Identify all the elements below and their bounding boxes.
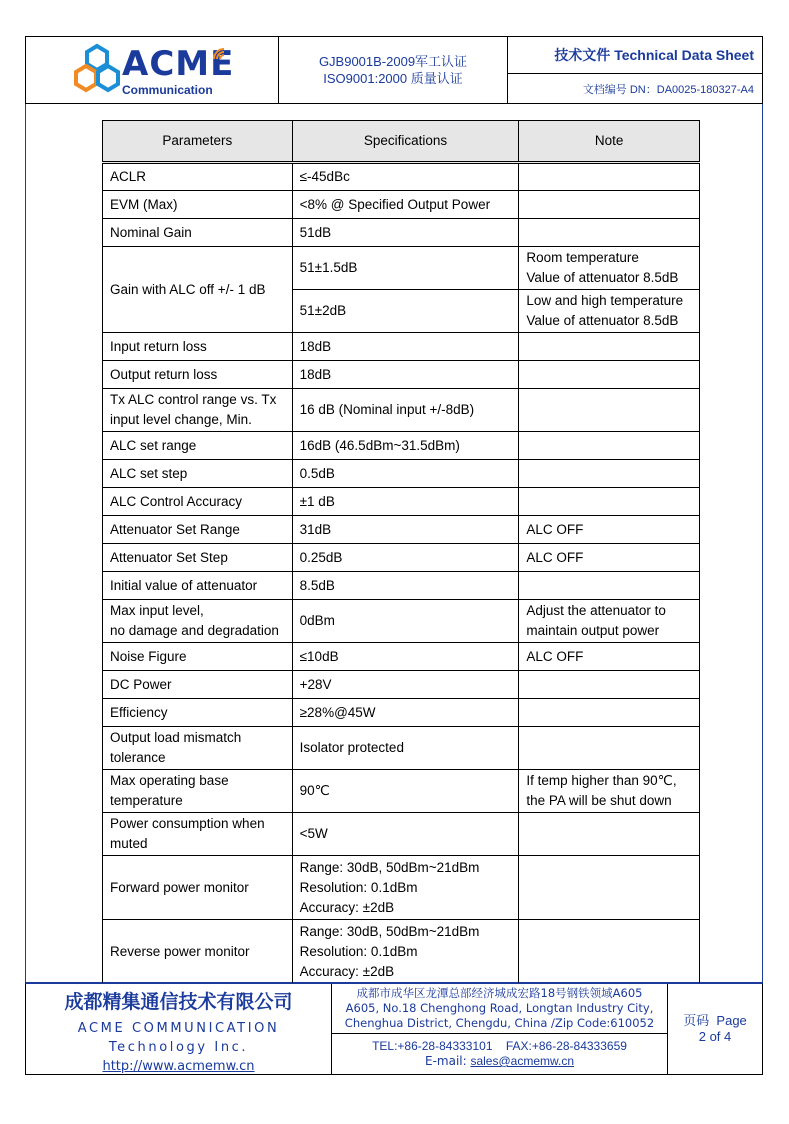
- param-cell: Attenuator Set Step: [103, 544, 293, 572]
- note-line: Adjust the attenuator to: [526, 603, 666, 618]
- note-line: If temp higher than 90℃,: [526, 773, 677, 788]
- note-cell: [519, 460, 700, 488]
- company-logo: [26, 37, 279, 103]
- param-line: Tx ALC control range vs. Tx: [110, 392, 277, 407]
- param-cell: ACLR: [103, 163, 293, 191]
- table-row: [103, 247, 700, 290]
- header-note: Note: [519, 121, 700, 163]
- note-cell: [519, 361, 700, 389]
- note-cell: [519, 247, 700, 290]
- header-specifications: Specifications: [292, 121, 519, 163]
- spec-cell: ≤10dB: [292, 643, 519, 671]
- hexagon-logo-icon: [74, 43, 120, 101]
- spec-line: Resolution: 0.1dBm: [299, 943, 418, 959]
- param-cell: Output return loss: [103, 361, 293, 389]
- spec-cell: Isolator protected: [292, 727, 519, 770]
- param-cell: [103, 600, 293, 643]
- cert-gjb: GJB9001B-2009军工认证: [318, 54, 468, 69]
- address-cn: 成都市成华区龙潭总部经济城成宏路18号钢铁领域A605: [356, 986, 643, 1000]
- note-line: Room temperature: [526, 250, 639, 265]
- param-line: temperature: [110, 793, 183, 808]
- note-cell: [519, 727, 700, 770]
- address-en-line2: Chenghua District, Chengdu, China /Zip Code:610052: [344, 1016, 655, 1030]
- param-cell: Input return loss: [103, 333, 293, 361]
- param-cell: Nominal Gain: [103, 219, 293, 247]
- note-cell: [519, 333, 700, 361]
- param-cell: ALC set range: [103, 432, 293, 460]
- page-number: 2 of 4: [698, 1029, 732, 1044]
- company-name-en-2: Technology Inc.: [108, 1040, 249, 1055]
- param-cell: [103, 813, 293, 856]
- spec-cell: 0dBm: [292, 600, 519, 643]
- table-row: [103, 163, 700, 191]
- table-row: [103, 191, 700, 219]
- doc-title: 技术文件 Technical Data Sheet: [508, 37, 762, 74]
- spec-cell: <8% @ Specified Output Power: [292, 191, 519, 219]
- spec-cell: 90℃: [292, 770, 519, 813]
- table-row: [103, 643, 700, 671]
- note-cell: [519, 920, 700, 984]
- note-line: Value of attenuator 8.5dB: [526, 313, 679, 328]
- spec-cell: 51dB: [292, 219, 519, 247]
- table-row: [103, 572, 700, 600]
- param-line: Max operating base: [110, 773, 229, 788]
- table-row: [103, 544, 700, 572]
- logo-subtitle: Communication: [122, 83, 213, 97]
- address-block: [332, 984, 668, 1074]
- param-cell: DC Power: [103, 671, 293, 699]
- logo-wordmark: ACME: [122, 44, 235, 84]
- note-cell: ALC OFF: [519, 544, 700, 572]
- param-cell: Gain with ALC off +/- 1 dB: [103, 247, 293, 333]
- page-number-block: [668, 984, 762, 1074]
- certification-block: [279, 37, 508, 103]
- table-row: [103, 671, 700, 699]
- page-footer: [25, 983, 763, 1075]
- email-link[interactable]: sales@acmemw.cn: [470, 1054, 575, 1068]
- signal-icon: [212, 47, 228, 61]
- param-cell: Forward power monitor: [103, 856, 293, 920]
- param-cell: [103, 727, 293, 770]
- param-line: muted: [110, 836, 148, 851]
- note-cell: [519, 699, 700, 727]
- param-cell: [103, 389, 293, 432]
- spec-cell: <5W: [292, 813, 519, 856]
- note-cell: [519, 813, 700, 856]
- website-link[interactable]: http://www.acmemw.cn: [102, 1059, 255, 1074]
- spec-line: Accuracy: ±2dB: [299, 899, 395, 915]
- note-cell: [519, 671, 700, 699]
- note-cell: [519, 572, 700, 600]
- company-name-en: ACME COMMUNICATION: [77, 1021, 280, 1036]
- note-cell: [519, 191, 700, 219]
- param-cell: Reverse power monitor: [103, 920, 293, 984]
- spec-cell: 0.5dB: [292, 460, 519, 488]
- param-cell: Noise Figure: [103, 643, 293, 671]
- spec-cell: ±1 dB: [292, 488, 519, 516]
- header-parameters: Parameters: [103, 121, 293, 163]
- note-cell: [519, 389, 700, 432]
- note-cell: [519, 600, 700, 643]
- spec-cell: 8.5dB: [292, 572, 519, 600]
- param-cell: EVM (Max): [103, 191, 293, 219]
- email-label: E-mail:: [424, 1054, 471, 1068]
- spec-cell: [292, 920, 519, 984]
- note-cell: [519, 488, 700, 516]
- note-line: Value of attenuator 8.5dB: [526, 270, 679, 285]
- param-cell: ALC Control Accuracy: [103, 488, 293, 516]
- param-line: Max input level,: [110, 603, 204, 618]
- table-row: [103, 460, 700, 488]
- note-line: maintain output power: [526, 623, 660, 638]
- contact: [332, 1034, 667, 1074]
- note-cell: ALC OFF: [519, 643, 700, 671]
- email-line: [425, 1054, 574, 1069]
- table-row: [103, 389, 700, 432]
- param-cell: Initial value of attenuator: [103, 572, 293, 600]
- spec-cell: 31dB: [292, 516, 519, 544]
- param-cell: Efficiency: [103, 699, 293, 727]
- table-row: [103, 488, 700, 516]
- table-row: [103, 813, 700, 856]
- note-line: the PA will be shut down: [526, 793, 672, 808]
- spec-cell: ≥28%@45W: [292, 699, 519, 727]
- param-line: Power consumption when: [110, 816, 265, 831]
- param-cell: [103, 770, 293, 813]
- table-row: [103, 727, 700, 770]
- table-row: [103, 219, 700, 247]
- spec-line: Range: 30dB, 50dBm~21dBm: [299, 859, 480, 875]
- table-header-row: [103, 121, 700, 163]
- table-row: [103, 699, 700, 727]
- page-label: 页码 Page: [683, 1013, 747, 1028]
- spec-line: Range: 30dB, 50dBm~21dBm: [299, 923, 480, 939]
- address-en-line1: A605, No.18 Chenghong Road, Longtan Industry City,: [345, 1001, 654, 1015]
- page-header: [25, 36, 763, 104]
- table-row: [103, 856, 700, 920]
- spec-cell: 0.25dB: [292, 544, 519, 572]
- spec-cell: 18dB: [292, 333, 519, 361]
- spec-cell: ≤-45dBc: [292, 163, 519, 191]
- table-row: [103, 361, 700, 389]
- param-line: tolerance: [110, 750, 166, 765]
- param-cell: ALC set step: [103, 460, 293, 488]
- spec-cell: +28V: [292, 671, 519, 699]
- note-cell: [519, 163, 700, 191]
- spec-cell: 51±1.5dB: [292, 247, 519, 290]
- note-cell: [519, 290, 700, 333]
- spec-cell: 16dB (46.5dBm~31.5dBm): [292, 432, 519, 460]
- param-cell: Attenuator Set Range: [103, 516, 293, 544]
- note-cell: [519, 219, 700, 247]
- table-row: [103, 600, 700, 643]
- table-row: [103, 920, 700, 984]
- param-line: input level change, Min.: [110, 412, 252, 427]
- param-line: no damage and degradation: [110, 623, 279, 638]
- spec-line: Resolution: 0.1dBm: [299, 879, 418, 895]
- param-line: Output load mismatch: [110, 730, 242, 745]
- spec-cell: [292, 856, 519, 920]
- table-row: [103, 770, 700, 813]
- table-row: [103, 333, 700, 361]
- table-row: [103, 432, 700, 460]
- spec-table: [102, 120, 700, 984]
- note-cell: ALC OFF: [519, 516, 700, 544]
- note-line: Low and high temperature: [526, 293, 684, 308]
- address: [332, 984, 667, 1034]
- spec-cell: 18dB: [292, 361, 519, 389]
- company-name-cn: 成都精集通信技术有限公司: [64, 991, 293, 1013]
- spec-cell: 51±2dB: [292, 290, 519, 333]
- doc-number: 文档编号 DN：DA0025-180327-A4: [582, 83, 754, 96]
- spec-line: Accuracy: ±2dB: [299, 963, 395, 979]
- table-row: [103, 516, 700, 544]
- tel-fax: TEL:+86-28-84333101 FAX:+86-28-84333659: [372, 1039, 627, 1053]
- cert-iso: ISO9001:2000 质量认证: [323, 71, 463, 86]
- spec-cell: 16 dB (Nominal input +/-8dB): [292, 389, 519, 432]
- note-cell: [519, 856, 700, 920]
- company-block: [26, 984, 332, 1074]
- document-info: [508, 37, 762, 103]
- note-cell: [519, 770, 700, 813]
- note-cell: [519, 432, 700, 460]
